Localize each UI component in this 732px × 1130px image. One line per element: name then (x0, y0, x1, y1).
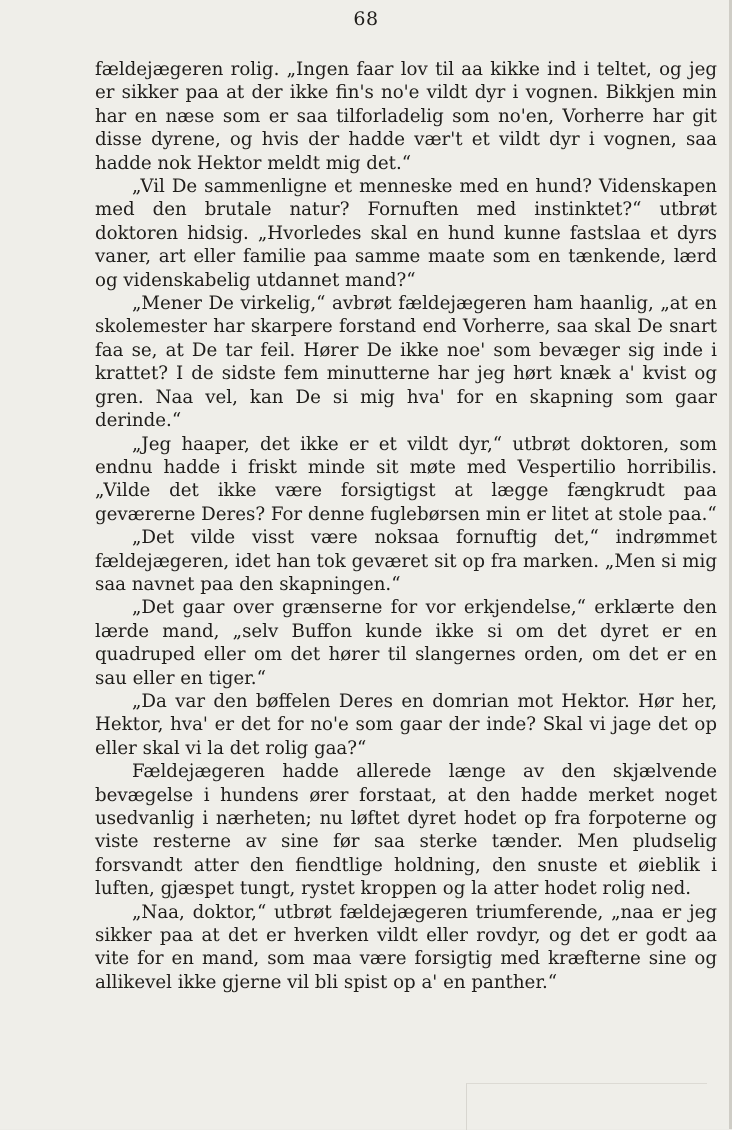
paper-fold-mark (466, 1083, 707, 1130)
page-number: 68 (353, 8, 379, 30)
body-text (95, 58, 717, 994)
paragraph: „Det gaar over grænserne for vor erkjendelse,“ erklærte den lærde mand, „selv Buffon kunde ikke si om det dyret er en quadruped eller om det hører til slangernes orden, om det er en sau eller en tiger.“ (95, 597, 717, 689)
paragraph: „Det vilde visst være noksaa fornuftig det,“ indrømmet fældejægeren, idet han tok geværet sit op fra marken. „Men si mig saa navnet paa den skapningen.“ (95, 527, 717, 595)
paragraph: „Mener De virkelig,“ avbrøt fældejægeren ham haanlig, „at en skolemester har skarpere forstand end Vorherre, saa skal De snart faa se, at De tar feil. Hører De ikke noe' som bevæger sig inde i krattet? I de sidste fem minutterne har jeg hørt knæk a' kvist og gren. Naa vel, kan De si mig hva' for en skapning som gaar derinde.“ (95, 293, 717, 432)
paragraph: fældejægeren rolig. „Ingen faar lov til aa kikke ind i teltet, og jeg er sikker paa at der ikke fin's no'e vildt dyr i vognen. Bikkjen min har en næse som er saa tilforladelig som no'en, Vorherre har git disse dyrene, og hvis der hadde vær't et vildt dyr i vognen, saa hadde nok Hektor meldt mig det.“ (95, 59, 717, 174)
paragraph: „Da var den bøffelen Deres en domrian mot Hektor. Hør her, Hektor, hva' er det for no'e som gaar der inde? Skal vi jage det op eller skal vi la det rolig gaa?“ (95, 690, 717, 759)
paragraph: „Naa, doktor,“ utbrøt fældejægeren triumferende, „naa er jeg sikker paa at det er hverken vildt eller rovdyr, og det er godt aa vite for en mand, som maa være forsigtig med kræfterne sine og allikevel ikke gjerne vil bli spist op a' en panther.“ (95, 901, 717, 993)
paragraph: „Vil De sammenligne et menneske med en hund? Videnskapen med den brutale natur? Fornuften med instinktet?“ utbrøt doktoren hidsig. „Hvorledes skal en hund kunne fastslaa et dyrs vaner, art eller familie paa samme maate som en tænkende, lærd og videnskabelig utdannet mand?“ (95, 176, 717, 291)
paragraph: „Jeg haaper, det ikke er et vildt dyr,“ utbrøt doktoren, som endnu hadde i friskt minde sit møte med Vespertilio horribilis. „Vilde det ikke være forsigtigst at lægge fængkrudt paa geværerne Deres? For denne fuglebørsen min er litet at stole paa.“ (95, 433, 717, 525)
paragraph: Fældejægeren hadde allerede længe av den skjælvende bevægelse i hundens ører forstaat, at den hadde merket noget usedvanlig i nærheten; nu løftet dyret hodet op fra forpoterne og viste resterne av sine før saa sterke tænder. Men pludselig forsvandt atter den fiendtlige holdning, den snuste et øieblik i luften, gjæspet tungt, rystet kroppen og la atter hodet rolig ned. (95, 761, 717, 900)
